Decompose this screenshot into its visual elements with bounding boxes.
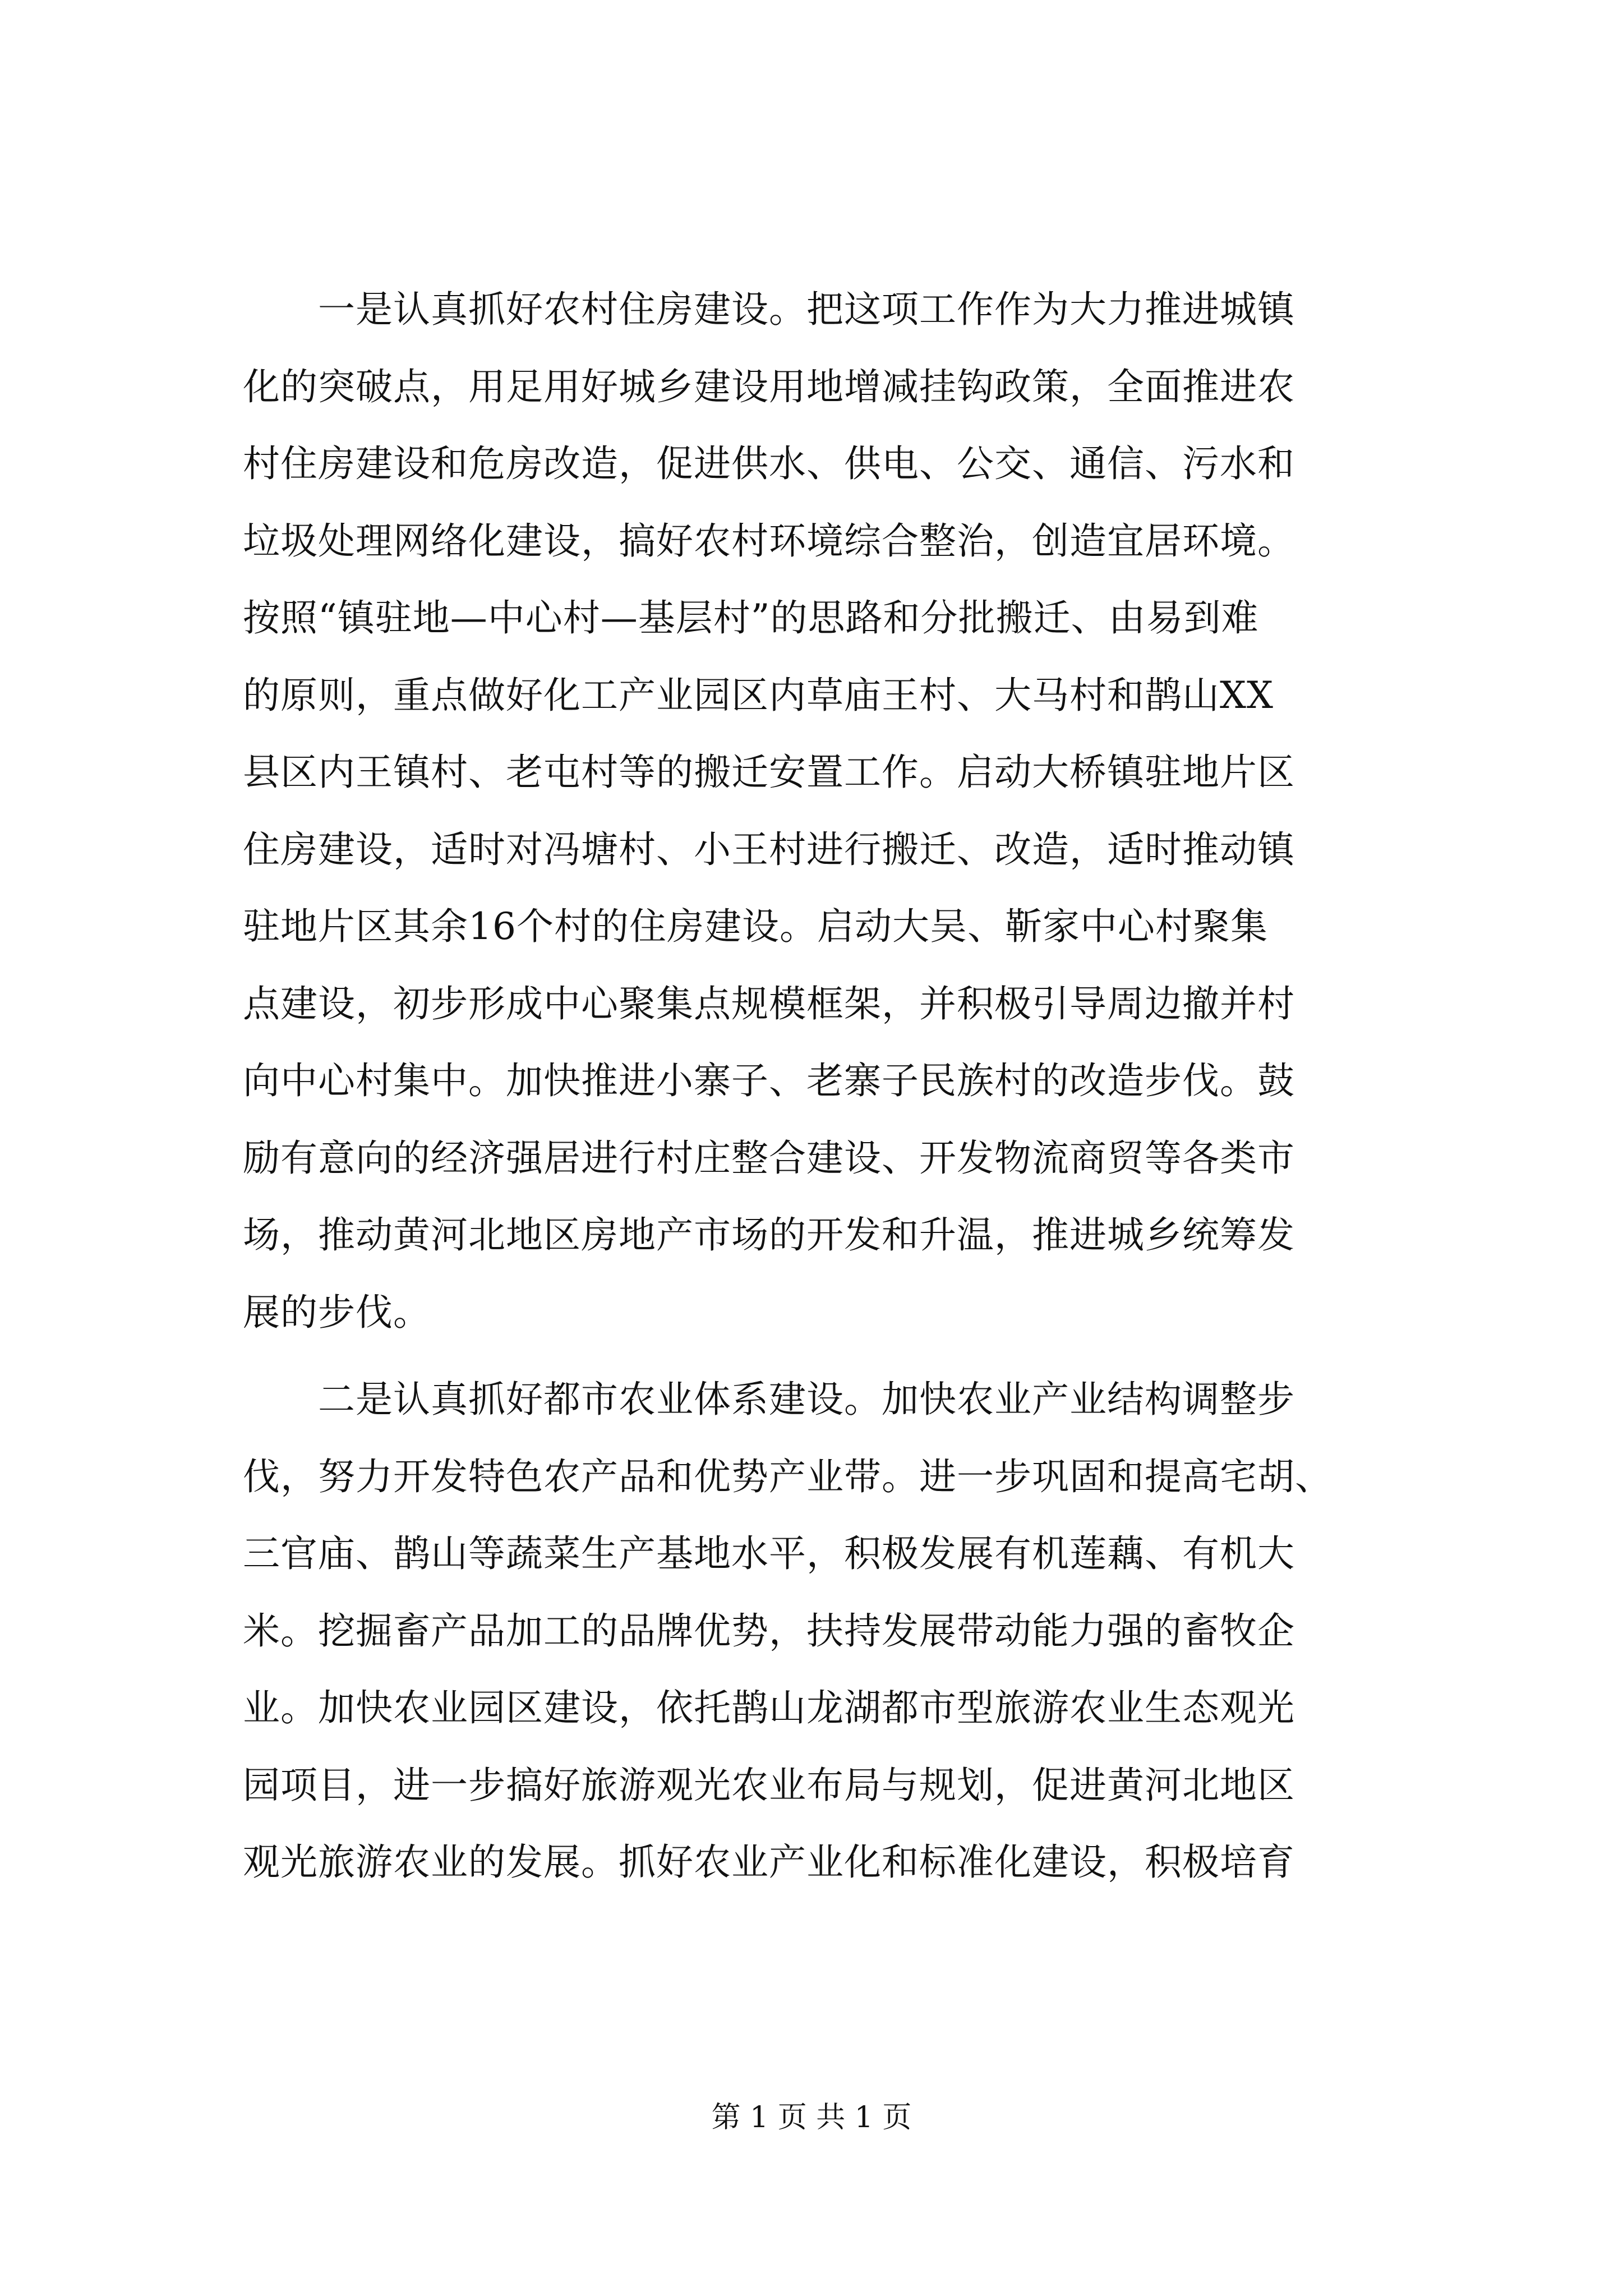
text-line: 励有意向的经济强居进行村庄整合建设、开发物流商贸等各类市 xyxy=(243,1136,1295,1180)
paragraph-2 xyxy=(243,1361,1421,1901)
body-text xyxy=(243,271,1421,1901)
text-line: 驻地片区其余16个村的住房建设。启动大吴、靳家中心村聚集 xyxy=(243,905,1268,948)
text-line: 化的突破点，用足用好城乡建设用地增减挂钩政策，全面推进农 xyxy=(243,365,1295,408)
text-line: 伐，努力开发特色农产品和优势产业带。进一步巩固和提高宅胡、 xyxy=(243,1455,1332,1498)
text-line: 二是认真抓好都市农业体系建设。加快农业产业结构调整步 xyxy=(243,1378,1295,1421)
text-line: 县区内王镇村、老屯村等的搬迁安置工作。启动大桥镇驻地片区 xyxy=(243,751,1295,794)
text-line: 点建设，初步形成中心聚集点规模框架，并积极引导周边撤并村 xyxy=(243,982,1295,1025)
text-line: 的原则，重点做好化工产业园区内草庙王村、大马村和鹊山XX xyxy=(243,673,1274,717)
page-footer xyxy=(0,2098,1623,2137)
text-line: 业。加快农业园区建设，依托鹊山龙湖都市型旅游农业生态观光 xyxy=(243,1686,1295,1729)
text-line: 村住房建设和危房改造，促进供水、供电、公交、通信、污水和 xyxy=(243,442,1295,485)
text-line: 场，推动黄河北地区房地产市场的开发和升温，推进城乡统筹发 xyxy=(243,1213,1295,1257)
text-line: 园项目，进一步搞好旅游观光农业布局与规划，促进黄河北地区 xyxy=(243,1763,1295,1807)
text-line: 展的步伐。 xyxy=(243,1290,431,1334)
text-line: 三官庙、鹊山等蔬菜生产基地水平，积极发展有机莲藕、有机大 xyxy=(243,1532,1295,1575)
text-line: 按照“镇驻地—中心村—基层村”的思路和分批搬迁、由易到难 xyxy=(243,596,1259,639)
paragraph-1 xyxy=(243,271,1421,1351)
text-line: 住房建设，适时对冯塘村、小王村进行搬迁、改造，适时推动镇 xyxy=(243,827,1295,871)
text-line: 观光旅游农业的发展。抓好农业产业化和标准化建设，积极培育 xyxy=(243,1841,1295,1884)
text-line: 一是认真抓好农村住房建设。把这项工作作为大力推进城镇 xyxy=(243,288,1295,331)
text-line: 垃圾处理网络化建设，搞好农村环境综合整治，创造宜居环境。 xyxy=(243,519,1295,563)
text-line: 向中心村集中。加快推进小寨子、老寨子民族村的改造步伐。鼓 xyxy=(243,1059,1295,1102)
text-line: 米。挖掘畜产品加工的品牌优势，扶持发展带动能力强的畜牧企 xyxy=(243,1609,1295,1653)
paragraph-gap xyxy=(243,1351,1421,1361)
page-number-label: 第 1 页 共 1 页 xyxy=(711,2101,912,2134)
